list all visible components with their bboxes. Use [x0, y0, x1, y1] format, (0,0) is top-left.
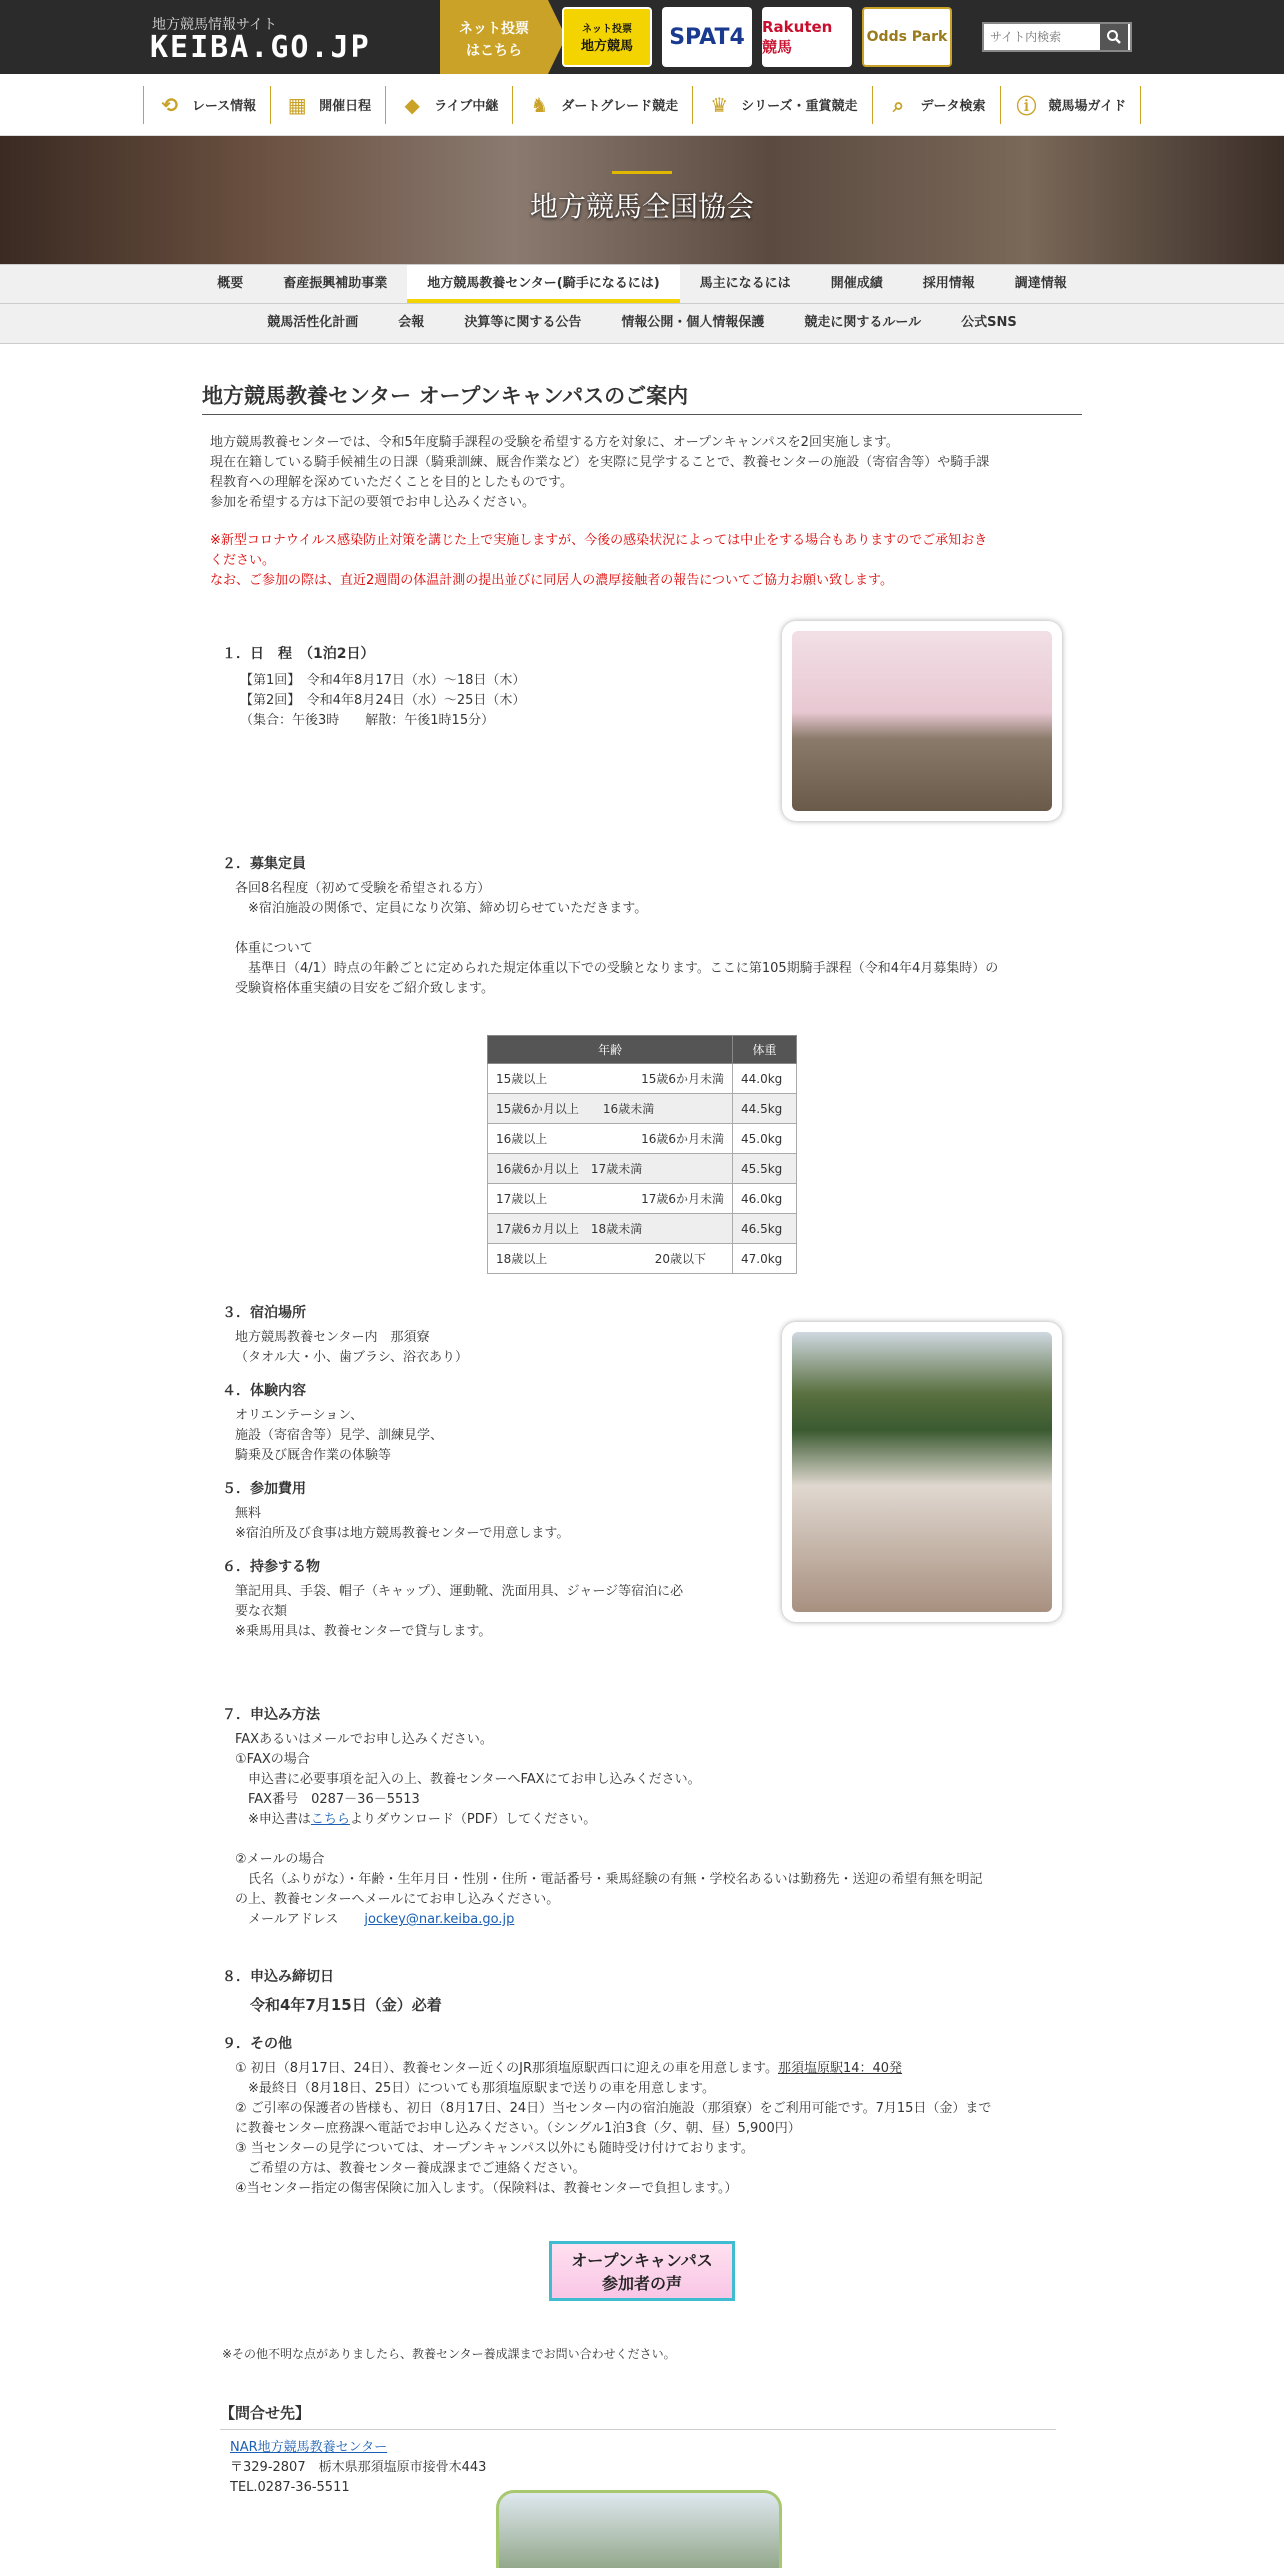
section-capacity: ２．募集定員 各回8名程度（初めて受験を希望される方） ※宿泊施設の関係で、定員になり次第、締め切らせていただきます。 体重について 基準日（4/1）時点の年齢ごとに定められた規定体重以下での受験となります。ここに第105期騎手課程（令和4年4月募集時）の 受験資格体重実績の目安をご紹介致します。 年齢 体重 15歳以上 15歳6か月未満 44.0kg 15歳6か月以上 16歳未満 44.5kg 16歳以上 16歳6か月未満 45.0kg 16歳6か月以上 17歳未満 45.5kg 17歳以上 17歳6か月未満 46.0kg 17歳6カ月以上 18歳未満 46.5kg 18歳以上 20歳以下 47.0kg [202, 853, 1082, 1274]
participant-voice-banner[interactable]: オープンキャンパス 参加者の声 [549, 2241, 735, 2301]
section-title: ６．持参する物 [222, 1559, 320, 1575]
gnav-schedule[interactable]: ▦ 開催日程 [270, 86, 385, 124]
section-title: ８．申込み締切日 [222, 1969, 334, 1985]
live-icon: ◆ [404, 92, 420, 117]
section-apply: ７．申込み方法 FAXあるいはメールでお申し込みください。 ①FAXの場合 申込書に必要事項を記入の上、教養センターへFAXにてお申し込みください。 FAX番号 0287－36－5513 ※申込書はこちらよりダウンロード（PDF）してください。 ②メールの場合 氏名（ふりがな）・年齢・生年月日・性別・住所・電話番号・乗馬経験の有無・学校名あるいは勤務先・送迎の希望有無を明記 の上、教養センターへメールにてお申し込みください。 メールアドレス jockey@nar.keiba.go.jp [202, 1704, 1082, 1930]
search-icon: ⌕ [892, 92, 905, 117]
section-schedule: １．日 程 （1泊2日） 【第1回】 令和4年8月17日（水）～18日（木） 【第2回】 令和4年8月24日（水）～25日（木） （集合：午後3時 解散：午後1時15分） [202, 621, 1082, 831]
banner-rakuten-keiba[interactable]: Rakuten 競馬 [762, 7, 852, 67]
section-title: ９．その他 [222, 2036, 292, 2052]
subnav-item[interactable]: 競走に関するルール [804, 315, 922, 330]
subnav-item[interactable]: 採用情報 [922, 276, 975, 291]
dirt-grade-icon: ♞ [530, 92, 549, 117]
search-input[interactable] [984, 25, 1100, 49]
table-row: 15歳以上 15歳6か月未満 44.0kg [488, 1064, 797, 1094]
photo-training-track [496, 2490, 782, 2568]
section-lodging-etc: ３．宿泊場所 地方競馬教養センター内 那須寮 （タオル大・小、歯ブラシ、浴衣あり） ４．体験内容 オリエンテーション、 施設（寄宿舎等）見学、訓練見学、 騎乗及び厩舎作業の体験等 ５．参加費用 無料 ※宿泊所及び食事は地方競馬教養センターで用意します。 ６．持参する物 筆記用具、手袋、帽子（キャップ）、運動靴、洗面用具、ジャージ等宿泊に必 要な衣類 ※乗馬用具は、教養センターで貸与します。 [202, 1302, 1082, 1692]
subnav-item[interactable]: 情報公開・個人情報保護 [621, 315, 765, 330]
banner-spat4[interactable]: SPAT4 [662, 7, 752, 67]
weight-table: 年齢 体重 15歳以上 15歳6か月未満 44.0kg 15歳6か月以上 16歳未満 44.5kg 16歳以上 16歳6か月未満 45.0kg 16歳6か月以上 17歳未満 45.5kg 17歳以上 17歳6か月未満 46.0kg 17歳6カ月以上 18歳未満 46.5kg 18歳以上 20歳以下 47.0kg [487, 1035, 797, 1274]
section-title: １．日 程 （1泊2日） [222, 646, 375, 662]
race-icon: ⟲ [161, 92, 179, 117]
hero-banner [0, 136, 1284, 264]
covid-notice: ※新型コロナウイルス感染防止対策を講じた上で実施しますが、今後の感染状況によっては中止をする場合もありますのでご承知おき ください。 なお、ご参加の際は、直近2週間の体温計測の提出並びに同居人の濃厚接触者の報告についてご協力お願い致します。 [210, 533, 988, 588]
gnav-dirt-grade[interactable]: ♞ ダートグレード競走 [512, 86, 692, 124]
subnav-item[interactable]: 概要 [217, 276, 244, 291]
contact-title: 【問合せ先】 [220, 2402, 1056, 2430]
section-title: ５．参加費用 [222, 1481, 306, 1497]
subnav-item[interactable]: 調達情報 [1014, 276, 1067, 291]
footer-note: ※その他不明な点がありましたら、教養センター養成課までお問い合わせください。 [222, 2347, 676, 2361]
subnav-item[interactable]: 馬主になるには [699, 276, 791, 291]
main-content [202, 344, 1082, 2498]
email-link[interactable]: jockey@nar.keiba.go.jp [364, 1912, 515, 1927]
section-title: ４．体験内容 [222, 1383, 306, 1399]
banner-chiho-keiba[interactable]: ネット投票 地方競馬 [562, 7, 652, 67]
deadline-text: 令和4年7月15日（金）必着 [250, 1996, 442, 2014]
trophy-icon: ♛ [710, 92, 729, 117]
info-icon: ⓘ [1016, 94, 1037, 118]
section-title: ２．募集定員 [222, 856, 306, 872]
sub-nav-row2 [0, 304, 1284, 344]
table-row: 18歳以上 20歳以下 47.0kg [488, 1244, 797, 1274]
site-subtitle: 地方競馬情報サイト [152, 17, 278, 33]
subnav-item[interactable]: 公式SNS [961, 315, 1017, 330]
site-logo[interactable]: KEIBA.GO.JP [150, 30, 371, 65]
page-title: 地方競馬教養センター オープンキャンパスのご案内 [202, 380, 1082, 415]
hero-title: 地方競馬全国協会 [530, 175, 754, 225]
subnav-item[interactable]: 会報 [398, 315, 425, 330]
gnav-live[interactable]: ◆ ライブ中継 [385, 86, 512, 124]
photo-horse-jumping [782, 1322, 1062, 1622]
section-other: ９．その他 ① 初日（8月17日、24日）、教養センター近くのJR那須塩原駅西口に迎えの車を用意します。那須塩原駅14：40発 ※最終日（8月18日、25日）についても那須塩原駅まで送りの車を用意します。 ② ご引率の保護者の皆様も、初日（8月17日、24日）当センター内の宿泊施設（那須寮）をご利用可能です。7月15日（金）まで に教養センター庶務課へ電話でお申し込みください。（シングル1泊3食（夕、朝、昼）5,900円） ③ 当センターの見学については、オープンキャンパス以外にも随時受け付けております。 ご希望の方は、教養センター養成課までご連絡ください。 ④当センター指定の傷害保険に加入します。（保険料は、教養センターで負担します。） [202, 2033, 1082, 2199]
gnav-race-info[interactable]: ⟲ レース情報 [143, 86, 270, 124]
table-row: 16歳以上 16歳6か月未満 45.0kg [488, 1124, 797, 1154]
subnav-item[interactable]: 開催成績 [830, 276, 883, 291]
intro-text: 地方競馬教養センターでは、令和5年度騎手課程の受験を希望する方を対象に、オープンキャンパスを2回実施します。 現在在籍している騎手候補生の日課（騎乗訓練、厩舎作業など）を実際に見学することで、教養センターの施設（寄宿舎等）や騎手課 程教育への理解を深めていただくことを目的としたものです。 参加を希望する方は下記の要領でお申し込みください。 [210, 435, 990, 510]
sub-nav-row1 [0, 264, 1284, 304]
gnav-series[interactable]: ♛ シリーズ・重賞競走 [692, 86, 871, 124]
subnav-item[interactable]: 競馬活性化計画 [267, 315, 359, 330]
net-vote-button[interactable]: ネット投票 はこちら [440, 0, 548, 74]
banner-oddspark[interactable]: Odds Park [862, 7, 952, 67]
contact-section: 【問合せ先】 NAR地方競馬教養センター 〒329-2807 栃木県那須塩原市接骨木443 TEL.0287-36-5511 [202, 2402, 1082, 2498]
subnav-item[interactable]: 畜産振興補助事業 [283, 276, 388, 291]
top-header [0, 0, 1284, 74]
table-row: 17歳以上 17歳6か月未満 46.0kg [488, 1184, 797, 1214]
subnav-item[interactable]: 決算等に関する公告 [464, 315, 582, 330]
application-form-link[interactable]: こちら [310, 1812, 350, 1827]
section-title: ７．申込み方法 [222, 1707, 320, 1723]
photo-cherry-blossom-riders [782, 621, 1062, 821]
table-row: 17歳6カ月以上 18歳未満 46.5kg [488, 1214, 797, 1244]
table-row: 15歳6か月以上 16歳未満 44.5kg [488, 1094, 797, 1124]
search-button[interactable] [1100, 24, 1128, 50]
gnav-track-guide[interactable]: ⓘ 競馬場ガイド [1000, 86, 1142, 124]
site-search [982, 22, 1132, 52]
global-nav [0, 74, 1284, 136]
section-title: ３．宿泊場所 [222, 1305, 306, 1321]
gnav-data-search[interactable]: ⌕ データ検索 [872, 86, 1000, 124]
table-row: 16歳6か月以上 17歳未満 45.5kg [488, 1154, 797, 1184]
subnav-item-active[interactable]: 地方競馬教養センター(騎手になるには) [407, 265, 679, 303]
section-deadline [202, 1966, 1082, 2015]
contact-org-link[interactable]: NAR地方競馬教養センター [230, 2440, 388, 2455]
calendar-icon: ▦ [287, 92, 307, 117]
search-icon [1106, 29, 1122, 45]
